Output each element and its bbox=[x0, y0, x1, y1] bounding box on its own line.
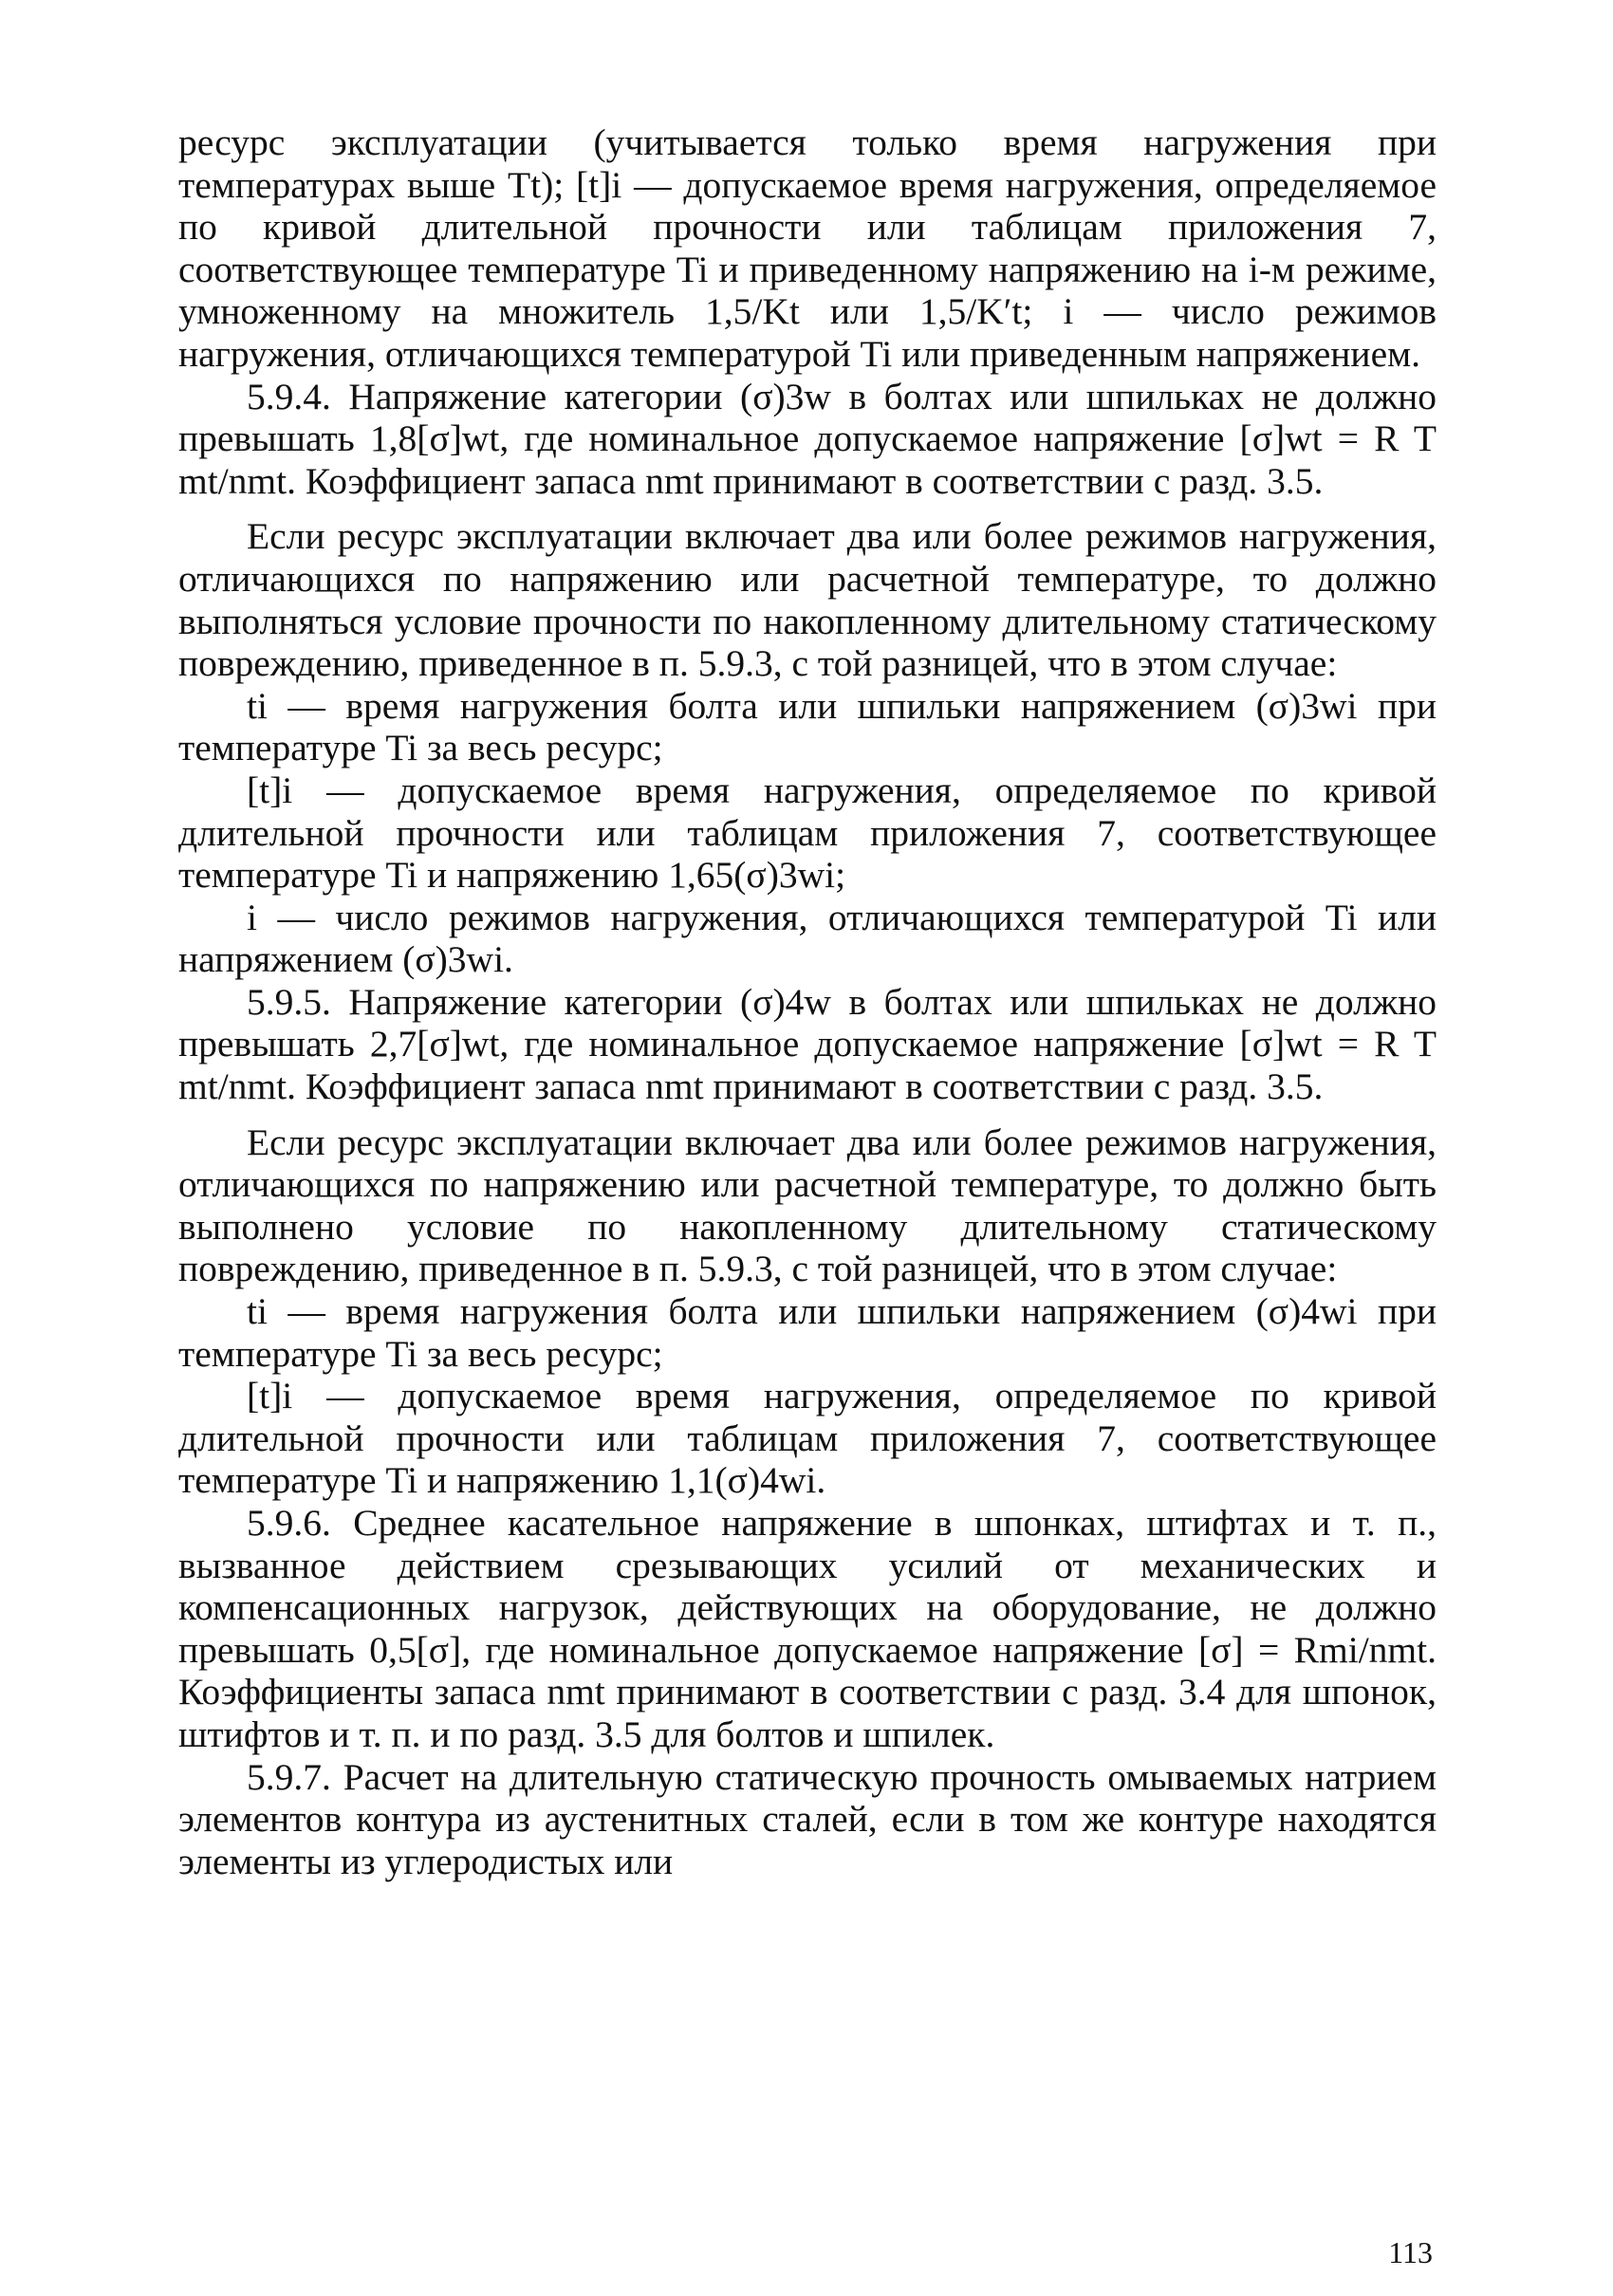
paragraph-resource-conditions-1: Если ресурс эксплуатации включает два или более режимов нагружения, отличающихся по напряжению или расчетной температуре, то должно выполняться условие прочности по накопленному длительному статическому повреждению, приведенное в п. 5.9.3, с той разницей, что в этом случае: bbox=[178, 515, 1437, 685]
page-number: 113 bbox=[1388, 2235, 1433, 2269]
definition-allowable-time-2: [t]i — допускаемое время нагружения, определяемое по кривой длительной прочности или таблицам приложения 7, соответствующее температуре Ti и напряжению 1,1(σ)4wi. bbox=[178, 1375, 1437, 1502]
paragraph-5-9-5: 5.9.5. Напряжение категории (σ)4w в болтах или шпильках не должно превышать 2,7[σ]wt, где номинальное допускаемое напряжение [σ]wt = R T mt/nmt. Коэффициент запаса nmt принимают в соответствии с разд. 3.5. bbox=[178, 980, 1437, 1108]
definition-i-1: i — число режимов нагружения, отличающихся температурой Ti или напряжением (σ)3wi. bbox=[178, 896, 1437, 981]
definition-ti-1: ti — время нагружения болта или шпильки напряжением (σ)3wi при температуре Ti за весь ресурс; bbox=[178, 684, 1437, 769]
definition-allowable-time-1: [t]i — допускаемое время нагружения, определяемое по кривой длительной прочности или таблицам приложения 7, соответствующее температуре Ti и напряжению 1,65(σ)3wi; bbox=[178, 768, 1437, 897]
definition-ti-2: ti — время нагружения болта или шпильки напряжением (σ)4wi при температуре Ti за весь ресурс; bbox=[178, 1290, 1437, 1375]
paragraph-5-9-6: 5.9.6. Среднее касательное напряжение в шпонках, штифтах и т. п., вызванное действием срезывающих усилий от механических и компенсационных нагрузок, действующих на оборудование, не должно превышать 0,5[σ], где номинальное допускаемое напряжение [σ] = Rmi/nmt. Коэффициенты запаса nmt принимают в соответствии с разд. 3.4 для шпонок, штифтов и т. п. и по разд. 3.5 для болтов и шпилек. bbox=[178, 1502, 1437, 1755]
paragraph-resource-conditions-2: Если ресурс эксплуатации включает два или более режимов нагружения, отличающихся по напряжению или расчетной температуре, то должно быть выполнено условие по накопленному длительному статическому повреждению, приведенное в п. 5.9.3, с той разницей, что в этом случае: bbox=[178, 1120, 1437, 1290]
paragraph-continuation: ресурс эксплуатации (учитывается только время нагружения при температурах выше Tt); [t]i — допускаемое время нагружения, определяемое по кривой длительной прочности или таблицам приложения 7, соответствующее температуре Ti и приведенному напряжению на i-м режиме, умноженному на множитель 1,5/Kt или 1,5/K′t; i — число режимов нагружения, отличающихся температурой Ti или приведенным напряжением. bbox=[178, 121, 1437, 375]
body-text bbox=[178, 121, 1437, 1882]
paragraph-5-9-4: 5.9.4. Напряжение категории (σ)3w в болтах или шпильках не должно превышать 1,8[σ]wt, где номинальное допускаемое напряжение [σ]wt = R T mt/nmt. Коэффициент запаса nmt принимают в соответствии с разд. 3.5. bbox=[178, 375, 1437, 502]
paragraph-5-9-7: 5.9.7. Расчет на длительную статическую прочность омываемых натрием элементов контура из аустенитных сталей, если в том же контуре находятся элементы из углеродистых или bbox=[178, 1755, 1437, 1882]
